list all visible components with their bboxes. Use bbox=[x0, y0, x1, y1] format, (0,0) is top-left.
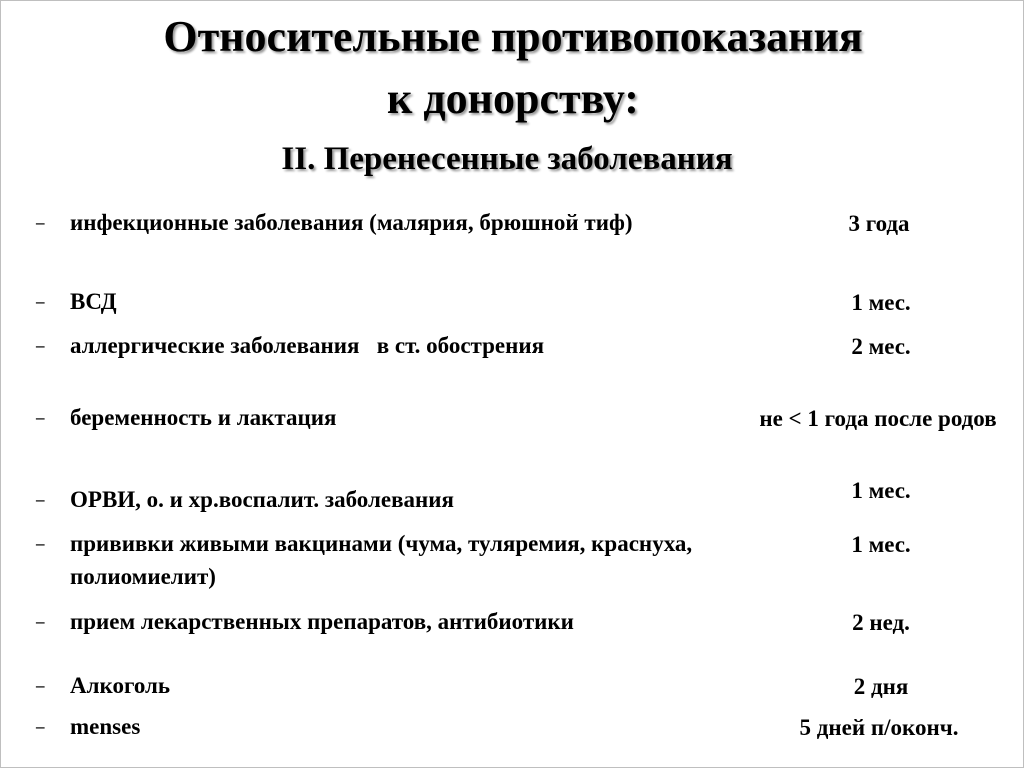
item-value: 1 мес. bbox=[851, 478, 911, 503]
item-value: 1 мес. bbox=[851, 532, 911, 557]
bullet-dash: – bbox=[36, 676, 45, 695]
item-label: беременность и лактация bbox=[70, 405, 337, 430]
item-value: 3 года bbox=[848, 211, 910, 236]
item-value: 2 нед. bbox=[852, 610, 910, 635]
bullet-dash: – bbox=[36, 717, 45, 736]
bullet-dash: – bbox=[36, 336, 45, 355]
item-label: прививки живыми вакцинами (чума, туляремия, краснуха, полиомиелит) bbox=[70, 531, 693, 589]
item-label: ОРВИ, о. и хр.воспалит. заболевания bbox=[70, 487, 454, 512]
item-value: 5 дней п/оконч. bbox=[799, 715, 959, 740]
bullet-dash: – bbox=[36, 408, 45, 427]
item-label: Алкоголь bbox=[70, 673, 171, 698]
item-label: menses bbox=[70, 714, 141, 739]
slide-title-line1: Относительные противопоказания bbox=[163, 12, 863, 61]
item-label: аллергические заболевания в ст. обострения bbox=[70, 333, 545, 358]
item-label: прием лекарственных препаратов, антибиотики bbox=[70, 609, 574, 634]
bullet-dash: – bbox=[36, 534, 45, 553]
bullet-dash: – bbox=[36, 292, 45, 311]
bullet-dash: – bbox=[36, 612, 45, 631]
item-value: 2 мес. bbox=[851, 334, 911, 359]
bullet-dash: – bbox=[36, 490, 45, 509]
item-label: инфекционные заболевания (малярия, брюшной тиф) bbox=[70, 210, 633, 235]
slide-title-line2: к донорству: bbox=[387, 74, 639, 123]
item-value: не < 1 года после родов bbox=[759, 406, 997, 431]
item-value: 1 мес. bbox=[851, 290, 911, 315]
bullet-dash: – bbox=[36, 213, 45, 232]
item-value: 2 дня bbox=[853, 674, 909, 699]
section-subtitle: II. Перенесенные заболевания bbox=[281, 141, 733, 177]
item-label: ВСД bbox=[70, 289, 117, 314]
